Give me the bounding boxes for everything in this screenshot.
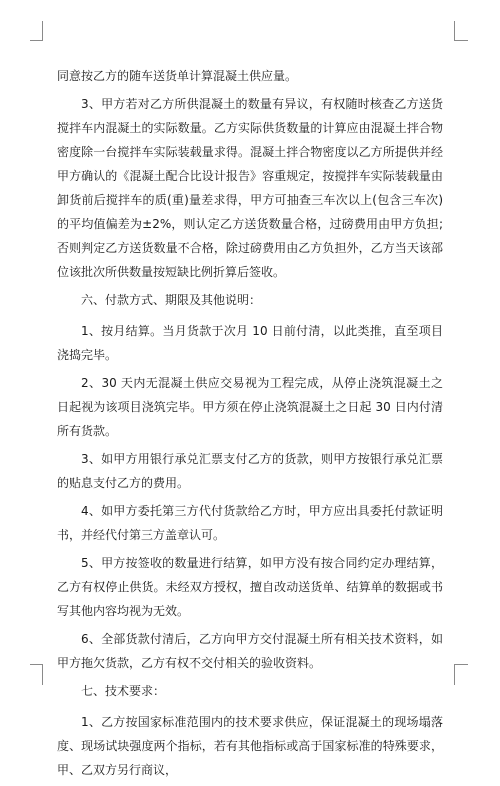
clause-6-2: 2、30 天内无混凝土供应交易视为工程完成，从停止浇筑混凝土之日起视为该项目浇筑完毕。甲方须在停止浇筑混凝土之日起 30 日内付清所有货款。	[57, 376, 443, 438]
clause-6-6: 6、全部货款付清后，乙方向甲方交付混凝土所有相关技术资料，如甲方拖欠货款，乙方有权不交付相关的验收资料。	[57, 632, 443, 670]
clause-6-3: 3、如甲方用银行承兑汇票支付乙方的货款，则甲方按银行承兑汇票的贴息支付乙方的费用。	[57, 452, 443, 490]
crop-mark-top-right	[454, 21, 468, 41]
clause-5-3: 3、甲方若对乙方所供混凝土的数量有异议，有权随时核查乙方送货搅拌车内混凝土的实际数量。乙方实际供货数量的计算应由混凝土拌合物密度除一台搅拌车实际装载量求得。混凝土拌合物密度以乙方所提供并经甲方确认的《混凝土配合比设计报告》容重规定，按搅拌车实际装载量由卸货前后搅拌车的质(重)量差求得，甲方可抽查三车次以上(包含三车次)的平均值偏差为±2%，则认定乙方送货数量合格，过磅费用由甲方负担;否则判定乙方送货数量不合格，除过磅费用由乙方负担外，乙方当天该部位该批次所供数量按短缺比例折算后签收。	[57, 97, 443, 279]
crop-mark-bottom-left	[30, 664, 43, 685]
section-heading-technical: 七、技术要求：	[81, 684, 166, 698]
crop-mark-bottom-right	[454, 664, 468, 685]
clause-6-5: 5、甲方按签收的数量进行结算，如甲方没有按合同约定办理结算，乙方有权停止供货。未经双方授权，擅自改动送货单、结算单的数据或书写其他内容均视为无效。	[57, 556, 443, 618]
crop-mark-top-left	[30, 21, 43, 41]
document-page	[57, 64, 443, 786]
section-heading-payment: 六、付款方式、期限及其他说明：	[81, 293, 262, 307]
clause-6-1: 1、按月结算。当月货款于次月 10 日前付清，以此类推，直至项目浇捣完毕。	[57, 324, 443, 362]
clause-7-1: 1、乙方按国家标准范围内的技术要求供应，保证混凝土的现场塌落度、现场试块强度两个指标，若有其他指标或高于国家标准的特殊要求，甲、乙双方另行商议，	[57, 715, 443, 777]
paragraph-continuation: 同意按乙方的随车送货单计算混凝土供应量。	[57, 69, 298, 83]
clause-6-4: 4、如甲方委托第三方代付货款给乙方时，甲方应出具委托付款证明书，并经代付第三方盖章认可。	[57, 504, 443, 542]
